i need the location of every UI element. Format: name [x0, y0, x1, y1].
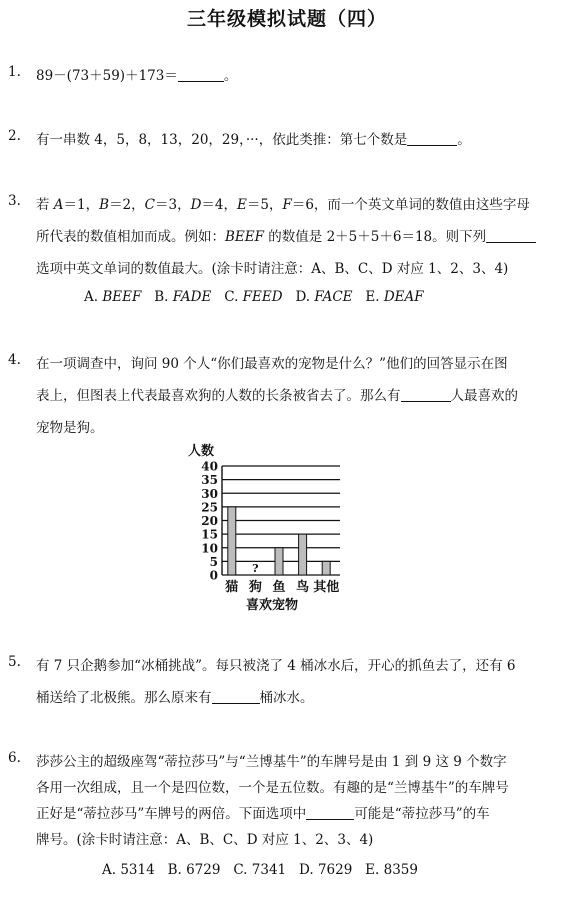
bar: [275, 548, 283, 575]
y-tick-label: 20: [201, 514, 218, 528]
question-line-2: 桶送给了北极熊。那么原来有 桶冰水。: [36, 690, 314, 706]
answer-blank[interactable]: [306, 805, 354, 820]
answer-blank[interactable]: [486, 228, 536, 243]
question-line: 有一串数 4，5，8，13，20，29，···，依此类推：第七个数是 。: [36, 132, 471, 148]
option-e[interactable]: E. DEAF: [365, 289, 424, 305]
missing-bar-label: ?: [252, 562, 259, 575]
question-number: 1.: [8, 64, 21, 80]
x-tick-label: 鸟: [296, 580, 310, 595]
bar: [228, 507, 236, 575]
answer-options: [84, 289, 424, 305]
question-line-1: 若 A＝1，B＝2，C＝3，D＝4，E＝5，F＝6，而一个英文单词的数值由这些字母: [36, 197, 530, 213]
option-b[interactable]: B. FADE: [154, 289, 212, 305]
pet-bar-chart: [180, 440, 360, 620]
question-line-3: 宠物是狗。: [36, 420, 104, 436]
y-tick-label: 0: [209, 568, 218, 583]
y-tick-label: 25: [201, 500, 218, 515]
option-d[interactable]: D. FACE: [295, 289, 353, 305]
option-c[interactable]: C. FEED: [224, 289, 283, 305]
y-tick-label: 5: [209, 554, 218, 569]
y-tick-label: 40: [201, 459, 218, 474]
question-number: 6.: [8, 750, 21, 766]
question-line-3: 正好是“蒂拉莎马”车牌号的两倍。下面选项中 可能是“蒂拉莎马”的车: [36, 806, 490, 822]
y-tick-label: 35: [201, 473, 218, 488]
y-tick-label: 10: [201, 541, 218, 556]
answer-blank[interactable]: [178, 67, 224, 82]
question-number: 2.: [8, 128, 21, 144]
question-line-2: 表上，但图表上代表最喜欢狗的人数的长条被省去了。那么有 人最喜欢的: [36, 388, 518, 404]
x-tick-label: 其他: [313, 580, 340, 595]
option-a[interactable]: A. BEEF: [84, 289, 142, 305]
option-c[interactable]: C. 7341: [233, 862, 287, 878]
question-line-1: 有 7 只企鹅参加“冰桶挑战”。每只被浇了 4 桶冰水后，开心的抓鱼去了，还有 6: [36, 658, 516, 674]
question-line-4: 牌号。(涂卡时请注意：A、B、C、D 对应 1、2、3、4): [36, 832, 374, 848]
question-line: 89－(73＋59)＋173＝ 。: [36, 68, 238, 84]
question-line-1: 莎莎公主的超级座驾“蒂拉莎马”与“兰博基牛”的车牌号是由 1 到 9 这 9 个数字: [36, 754, 507, 770]
bar: [322, 561, 330, 575]
answer-blank[interactable]: [212, 689, 260, 704]
question-line-1: 在一项调查中，询问 90 个人“你们最喜欢的宠物是什么？”他们的回答显示在图: [36, 356, 508, 372]
question-line-3: 选项中英文单词的数值最大。(涂卡时请注意：A、B、C、D 对应 1、2、3、4): [36, 261, 509, 277]
x-tick-label: 鱼: [272, 580, 286, 595]
page-title: 三年级模拟试题（四）: [186, 8, 387, 30]
question-number: 5.: [8, 654, 21, 670]
x-axis-label: 喜欢宠物: [245, 598, 299, 613]
y-axis-label: 人数: [188, 444, 215, 459]
option-e[interactable]: E. 8359: [365, 862, 418, 878]
y-tick-label: 30: [201, 486, 218, 501]
question-number: 4.: [8, 352, 21, 368]
option-b[interactable]: B. 6729: [167, 862, 221, 878]
option-a[interactable]: A. 5314: [102, 862, 155, 878]
question-number: 3.: [8, 193, 21, 209]
bar: [299, 534, 307, 575]
x-tick-label: 狗: [248, 580, 262, 595]
x-tick-label: 猫: [225, 580, 239, 595]
question-line-2: 所代表的数值相加而成。例如：BEEF 的数值是 2＋5＋5＋6＝18。则下列: [36, 225, 536, 245]
answer-blank[interactable]: [407, 131, 457, 146]
y-tick-label: 15: [201, 527, 218, 542]
question-line-2: 各用一次组成，且一个是四位数，一个是五位数。有趣的是“兰博基牛”的车牌号: [36, 780, 509, 796]
answer-blank[interactable]: [401, 387, 451, 402]
option-d[interactable]: D. 7629: [299, 862, 353, 878]
answer-options: [102, 862, 418, 878]
